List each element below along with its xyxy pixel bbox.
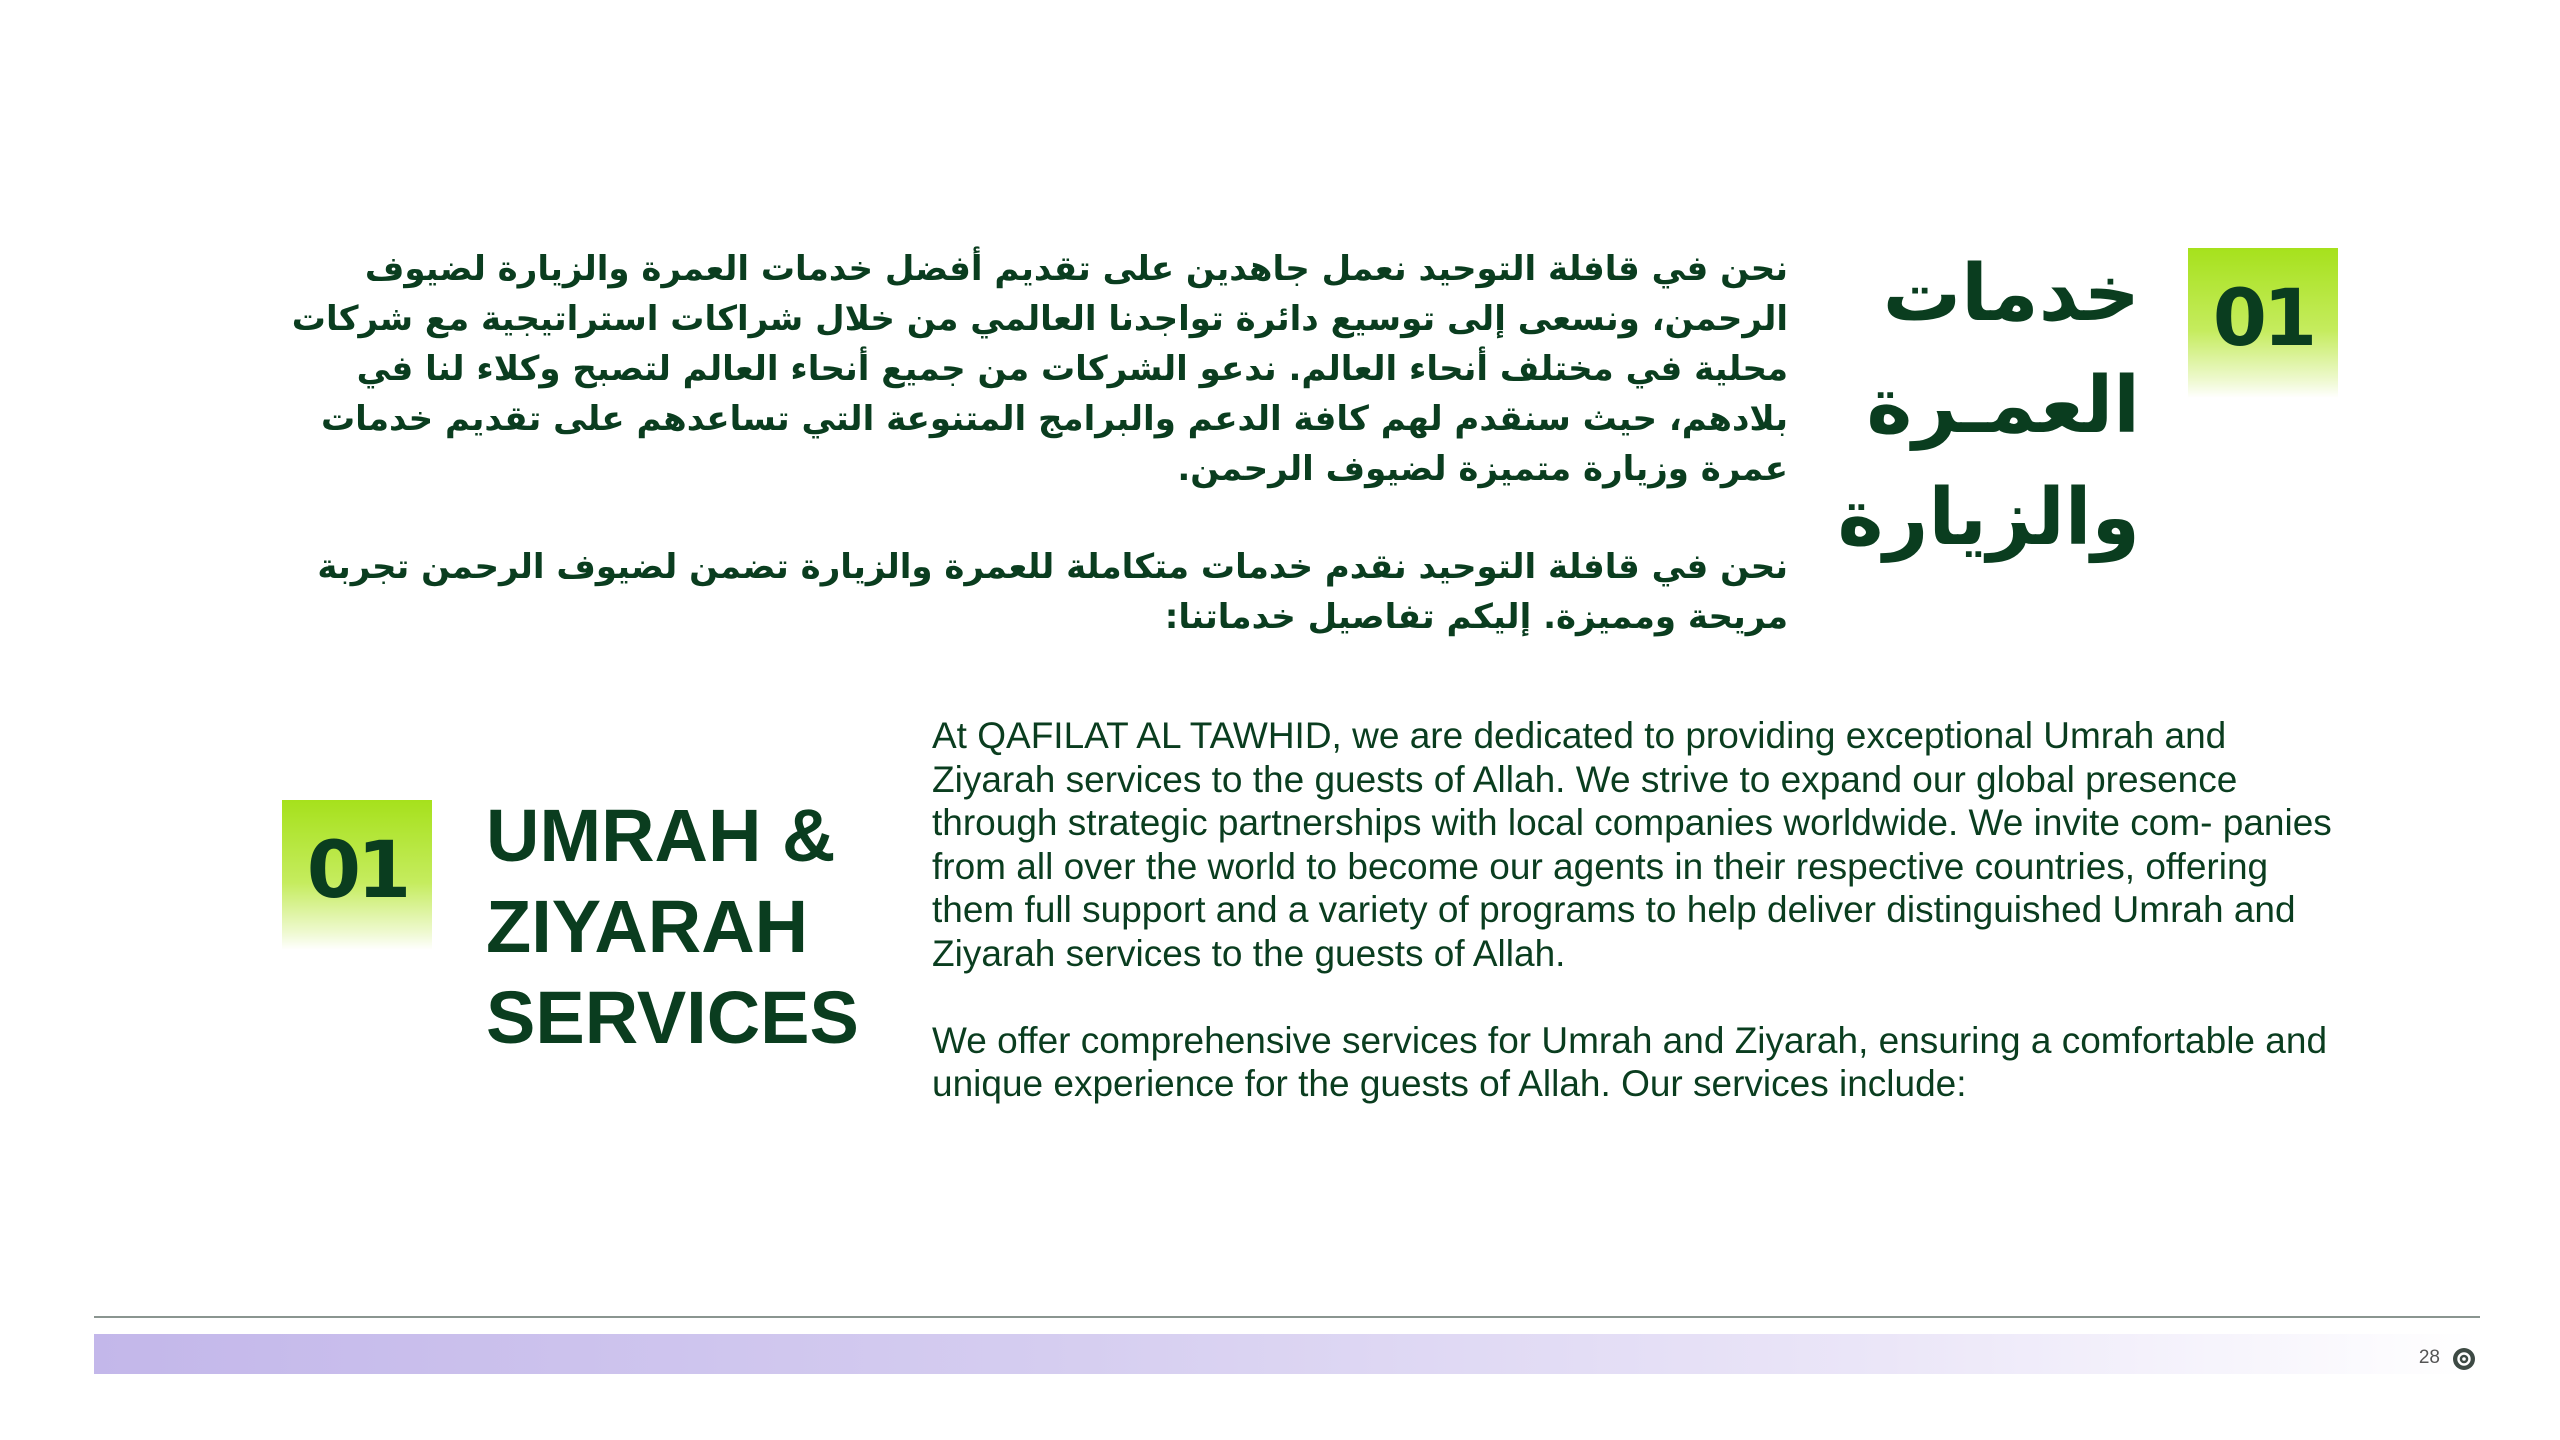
arabic-section-title [1837, 238, 2140, 574]
english-title-line: SERVICES [486, 976, 859, 1059]
section-number-badge-arabic [2188, 248, 2338, 398]
circle-logo-icon [2452, 1347, 2476, 1371]
english-title-line: UMRAH & [486, 794, 836, 877]
page-number: 28 [2418, 1347, 2440, 1368]
english-paragraph: At QAFILAT AL TAWHID, we are dedicated to providing exceptional Umrah and Ziyarah services to the guests of Allah. We strive to expand our global presence through strategic partnerships with local companies worldwide. We invite com- panies from all over the world to become our agents in their respective countries, offering them full support and a variety of programs to help deliver distinguished Umrah and Ziyarah services to the guests of Allah. [932, 715, 2332, 974]
footer-gradient-bar [94, 1334, 2480, 1374]
arabic-paragraph: نحن في قافلة التوحيد نقدم خدمات متكاملة للعمرة والزيارة تضمن لضيوف الرحمن تجربة مريحة ومميزة. إليكم تفاصيل خدماتنا: [317, 547, 1788, 637]
english-title-line: ZIYARAH [486, 885, 809, 968]
arabic-title-line: والزيارة [1837, 473, 2140, 563]
footer-divider [94, 1316, 2480, 1318]
arabic-title-line: العمـرة [1866, 361, 2140, 451]
arabic-body-text [280, 244, 1788, 690]
arabic-paragraph: نحن في قافلة التوحيد نعمل جاهدين على تقديم أفضل خدمات العمرة والزيارة لضيوف الرحمن، ونسعى إلى توسيع دائرة تواجدنا العالمي من خلال شراكات استراتيجية مع شركات محلية في مختلف أنحاء العالم. ندعو الشركات من جميع أنحاء العالم لتصبح وكلاء لنا في بلادهم، حيث سنقدم لهم كافة الدعم والبرامج المتنوعة التي تساعدهم على تقديم خدمات عمرة وزيارة متميزة لضيوف الرحمن. [291, 249, 1788, 489]
arabic-title-line: خدمات [1882, 249, 2140, 339]
english-section-title [486, 790, 906, 1063]
section-number: 01 [2212, 274, 2314, 364]
section-number-badge-english [282, 800, 432, 950]
english-paragraph: We offer comprehensive services for Umrah and Ziyarah, ensuring a comfortable and unique experience for the guests of Allah. Our services include: [932, 1019, 2328, 1105]
english-body-text [932, 714, 2352, 1149]
section-number: 01 [306, 826, 408, 916]
